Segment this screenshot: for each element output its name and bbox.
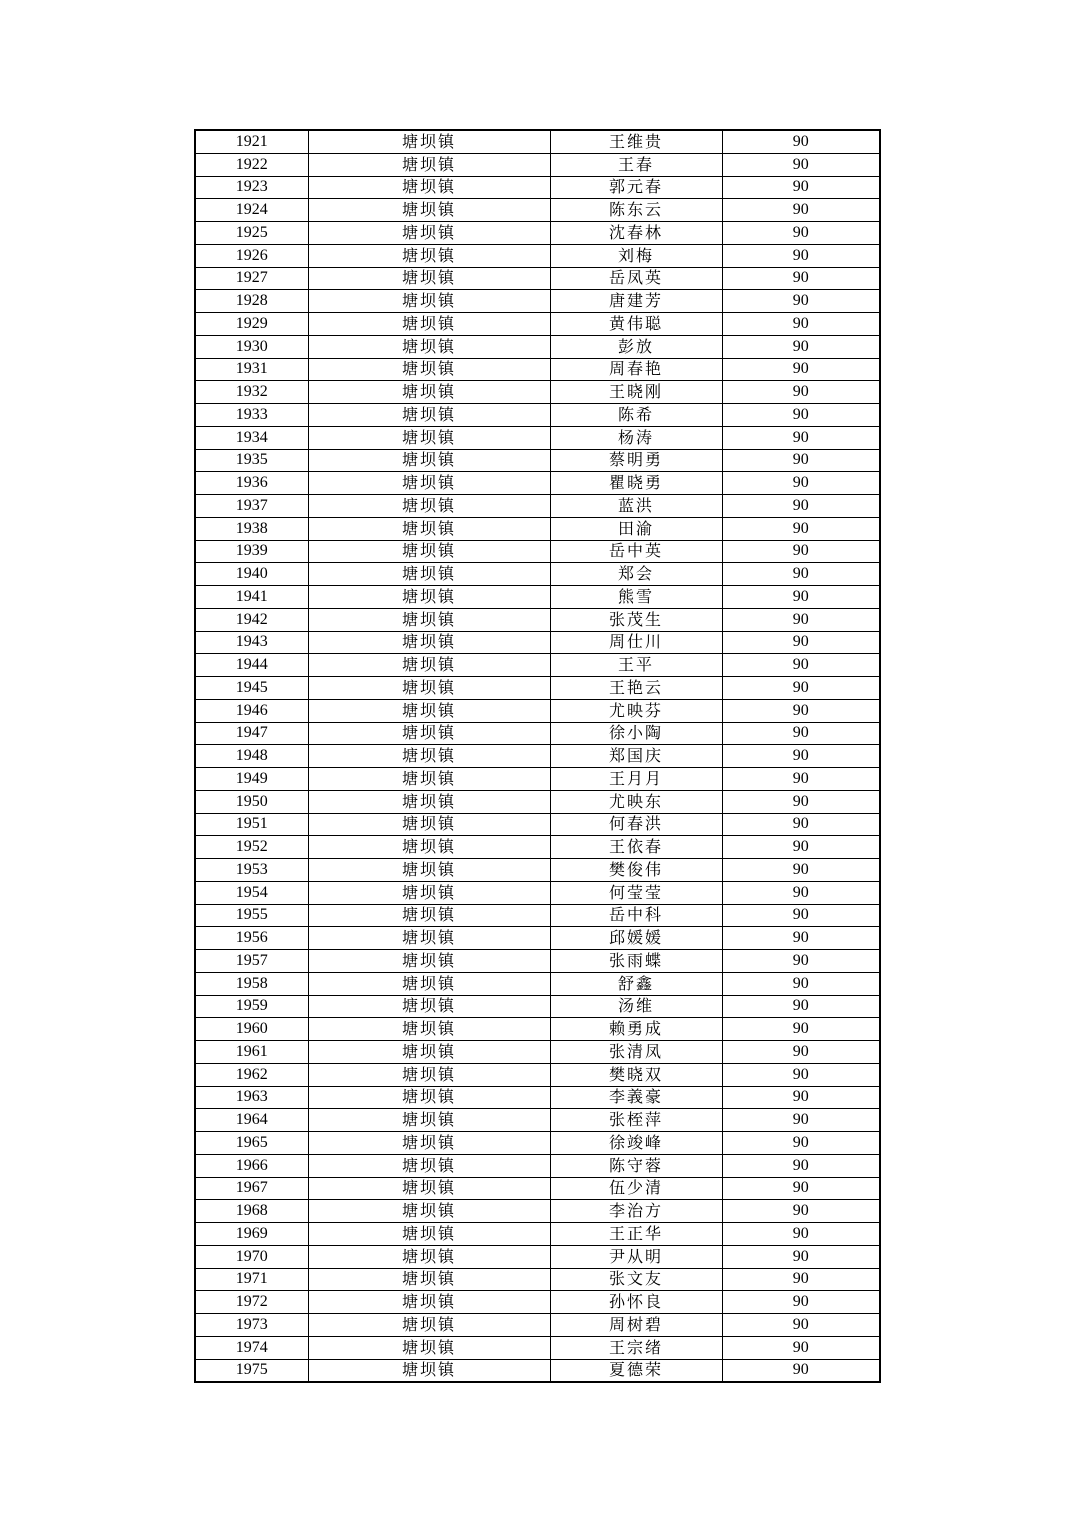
score-cell: 90 xyxy=(722,608,880,631)
score-cell: 90 xyxy=(722,995,880,1018)
person-name-cell: 何莹莹 xyxy=(550,881,722,904)
person-name-cell: 张桎萍 xyxy=(550,1109,722,1132)
score-cell: 90 xyxy=(722,631,880,654)
town-cell: 塘坝镇 xyxy=(308,1086,550,1109)
town-cell: 塘坝镇 xyxy=(308,768,550,791)
table-row xyxy=(195,1086,880,1109)
table-row xyxy=(195,1154,880,1177)
row-number-cell: 1944 xyxy=(195,654,308,677)
town-cell: 塘坝镇 xyxy=(308,563,550,586)
town-cell: 塘坝镇 xyxy=(308,972,550,995)
table-row xyxy=(195,1245,880,1268)
score-cell: 90 xyxy=(722,768,880,791)
table-row xyxy=(195,1132,880,1155)
town-cell: 塘坝镇 xyxy=(308,722,550,745)
score-cell: 90 xyxy=(722,1109,880,1132)
score-cell: 90 xyxy=(722,1291,880,1314)
person-name-cell: 王维贵 xyxy=(550,130,722,153)
table-row xyxy=(195,813,880,836)
table-row xyxy=(195,1223,880,1246)
table-row xyxy=(195,426,880,449)
person-name-cell: 陈希 xyxy=(550,404,722,427)
person-name-cell: 夏德荣 xyxy=(550,1359,722,1382)
row-number-cell: 1941 xyxy=(195,586,308,609)
row-number-cell: 1925 xyxy=(195,222,308,245)
score-cell: 90 xyxy=(722,904,880,927)
row-number-cell: 1923 xyxy=(195,176,308,199)
person-name-cell: 瞿晓勇 xyxy=(550,472,722,495)
table-row xyxy=(195,449,880,472)
row-number-cell: 1968 xyxy=(195,1200,308,1223)
town-cell: 塘坝镇 xyxy=(308,608,550,631)
town-cell: 塘坝镇 xyxy=(308,426,550,449)
score-cell: 90 xyxy=(722,699,880,722)
score-cell: 90 xyxy=(722,563,880,586)
person-name-cell: 周春艳 xyxy=(550,358,722,381)
score-cell: 90 xyxy=(722,517,880,540)
score-cell: 90 xyxy=(722,1177,880,1200)
score-cell: 90 xyxy=(722,1268,880,1291)
person-name-cell: 彭放 xyxy=(550,335,722,358)
town-cell: 塘坝镇 xyxy=(308,290,550,313)
score-cell: 90 xyxy=(722,130,880,153)
score-cell: 90 xyxy=(722,1086,880,1109)
row-number-cell: 1969 xyxy=(195,1223,308,1246)
person-name-cell: 唐建芳 xyxy=(550,290,722,313)
person-name-cell: 张文友 xyxy=(550,1268,722,1291)
person-name-cell: 郑国庆 xyxy=(550,745,722,768)
row-number-cell: 1934 xyxy=(195,426,308,449)
row-number-cell: 1939 xyxy=(195,540,308,563)
score-cell: 90 xyxy=(722,335,880,358)
person-name-cell: 岳中科 xyxy=(550,904,722,927)
score-cell: 90 xyxy=(722,1200,880,1223)
person-name-cell: 沈春林 xyxy=(550,222,722,245)
score-cell: 90 xyxy=(722,1018,880,1041)
row-number-cell: 1950 xyxy=(195,790,308,813)
score-cell: 90 xyxy=(722,381,880,404)
row-number-cell: 1927 xyxy=(195,267,308,290)
row-number-cell: 1937 xyxy=(195,495,308,518)
person-name-cell: 尹从明 xyxy=(550,1245,722,1268)
score-cell: 90 xyxy=(722,176,880,199)
town-cell: 塘坝镇 xyxy=(308,472,550,495)
person-name-cell: 黄伟聪 xyxy=(550,313,722,336)
score-cell: 90 xyxy=(722,267,880,290)
row-number-cell: 1932 xyxy=(195,381,308,404)
town-cell: 塘坝镇 xyxy=(308,244,550,267)
town-cell: 塘坝镇 xyxy=(308,1041,550,1064)
person-name-cell: 尤映东 xyxy=(550,790,722,813)
town-cell: 塘坝镇 xyxy=(308,1314,550,1337)
row-number-cell: 1942 xyxy=(195,608,308,631)
table-row xyxy=(195,244,880,267)
row-number-cell: 1938 xyxy=(195,517,308,540)
table-row xyxy=(195,199,880,222)
table-row xyxy=(195,881,880,904)
roster-table xyxy=(194,129,881,1383)
person-name-cell: 王正华 xyxy=(550,1223,722,1246)
person-name-cell: 何春洪 xyxy=(550,813,722,836)
person-name-cell: 李治方 xyxy=(550,1200,722,1223)
town-cell: 塘坝镇 xyxy=(308,699,550,722)
score-cell: 90 xyxy=(722,677,880,700)
table-row xyxy=(195,608,880,631)
table-row xyxy=(195,859,880,882)
score-cell: 90 xyxy=(722,495,880,518)
table-row xyxy=(195,1359,880,1382)
row-number-cell: 1929 xyxy=(195,313,308,336)
row-number-cell: 1974 xyxy=(195,1336,308,1359)
score-cell: 90 xyxy=(722,745,880,768)
person-name-cell: 李義豪 xyxy=(550,1086,722,1109)
town-cell: 塘坝镇 xyxy=(308,1336,550,1359)
person-name-cell: 周树碧 xyxy=(550,1314,722,1337)
score-cell: 90 xyxy=(722,290,880,313)
table-row xyxy=(195,1291,880,1314)
town-cell: 塘坝镇 xyxy=(308,654,550,677)
table-row xyxy=(195,472,880,495)
town-cell: 塘坝镇 xyxy=(308,881,550,904)
table-row xyxy=(195,222,880,245)
town-cell: 塘坝镇 xyxy=(308,1245,550,1268)
row-number-cell: 1943 xyxy=(195,631,308,654)
score-cell: 90 xyxy=(722,586,880,609)
town-cell: 塘坝镇 xyxy=(308,267,550,290)
town-cell: 塘坝镇 xyxy=(308,517,550,540)
table-row xyxy=(195,631,880,654)
town-cell: 塘坝镇 xyxy=(308,950,550,973)
person-name-cell: 郑会 xyxy=(550,563,722,586)
person-name-cell: 周仕川 xyxy=(550,631,722,654)
table-row xyxy=(195,1041,880,1064)
score-cell: 90 xyxy=(722,222,880,245)
row-number-cell: 1961 xyxy=(195,1041,308,1064)
row-number-cell: 1947 xyxy=(195,722,308,745)
score-cell: 90 xyxy=(722,1314,880,1337)
table-row xyxy=(195,972,880,995)
row-number-cell: 1957 xyxy=(195,950,308,973)
town-cell: 塘坝镇 xyxy=(308,1109,550,1132)
town-cell: 塘坝镇 xyxy=(308,335,550,358)
person-name-cell: 张清凤 xyxy=(550,1041,722,1064)
person-name-cell: 刘梅 xyxy=(550,244,722,267)
score-cell: 90 xyxy=(722,813,880,836)
person-name-cell: 岳凤英 xyxy=(550,267,722,290)
table-row xyxy=(195,495,880,518)
score-cell: 90 xyxy=(722,1359,880,1382)
row-number-cell: 1926 xyxy=(195,244,308,267)
row-number-cell: 1921 xyxy=(195,130,308,153)
table-row xyxy=(195,790,880,813)
row-number-cell: 1972 xyxy=(195,1291,308,1314)
person-name-cell: 徐小陶 xyxy=(550,722,722,745)
score-cell: 90 xyxy=(722,1041,880,1064)
person-name-cell: 尤映芬 xyxy=(550,699,722,722)
town-cell: 塘坝镇 xyxy=(308,176,550,199)
town-cell: 塘坝镇 xyxy=(308,631,550,654)
row-number-cell: 1936 xyxy=(195,472,308,495)
table-row xyxy=(195,563,880,586)
person-name-cell: 邱媛媛 xyxy=(550,927,722,950)
town-cell: 塘坝镇 xyxy=(308,153,550,176)
row-number-cell: 1965 xyxy=(195,1132,308,1155)
row-number-cell: 1949 xyxy=(195,768,308,791)
score-cell: 90 xyxy=(722,358,880,381)
town-cell: 塘坝镇 xyxy=(308,1359,550,1382)
town-cell: 塘坝镇 xyxy=(308,904,550,927)
table-row xyxy=(195,768,880,791)
table-row xyxy=(195,677,880,700)
person-name-cell: 汤维 xyxy=(550,995,722,1018)
score-cell: 90 xyxy=(722,1132,880,1155)
row-number-cell: 1935 xyxy=(195,449,308,472)
row-number-cell: 1928 xyxy=(195,290,308,313)
score-cell: 90 xyxy=(722,972,880,995)
town-cell: 塘坝镇 xyxy=(308,199,550,222)
person-name-cell: 王宗绪 xyxy=(550,1336,722,1359)
town-cell: 塘坝镇 xyxy=(308,1132,550,1155)
town-cell: 塘坝镇 xyxy=(308,358,550,381)
town-cell: 塘坝镇 xyxy=(308,313,550,336)
row-number-cell: 1956 xyxy=(195,927,308,950)
table-row xyxy=(195,517,880,540)
row-number-cell: 1946 xyxy=(195,699,308,722)
table-row xyxy=(195,290,880,313)
town-cell: 塘坝镇 xyxy=(308,1018,550,1041)
town-cell: 塘坝镇 xyxy=(308,1063,550,1086)
table-row xyxy=(195,540,880,563)
person-name-cell: 熊雪 xyxy=(550,586,722,609)
row-number-cell: 1922 xyxy=(195,153,308,176)
person-name-cell: 杨涛 xyxy=(550,426,722,449)
table-row xyxy=(195,836,880,859)
score-cell: 90 xyxy=(722,1154,880,1177)
row-number-cell: 1962 xyxy=(195,1063,308,1086)
table-row xyxy=(195,404,880,427)
score-cell: 90 xyxy=(722,859,880,882)
table-row xyxy=(195,722,880,745)
person-name-cell: 蓝洪 xyxy=(550,495,722,518)
person-name-cell: 樊俊伟 xyxy=(550,859,722,882)
person-name-cell: 王月月 xyxy=(550,768,722,791)
row-number-cell: 1924 xyxy=(195,199,308,222)
row-number-cell: 1930 xyxy=(195,335,308,358)
person-name-cell: 陈东云 xyxy=(550,199,722,222)
score-cell: 90 xyxy=(722,722,880,745)
table-row xyxy=(195,1336,880,1359)
score-cell: 90 xyxy=(722,654,880,677)
town-cell: 塘坝镇 xyxy=(308,677,550,700)
table-row xyxy=(195,335,880,358)
row-number-cell: 1952 xyxy=(195,836,308,859)
row-number-cell: 1971 xyxy=(195,1268,308,1291)
person-name-cell: 陈守蓉 xyxy=(550,1154,722,1177)
town-cell: 塘坝镇 xyxy=(308,1154,550,1177)
row-number-cell: 1970 xyxy=(195,1245,308,1268)
person-name-cell: 孙怀良 xyxy=(550,1291,722,1314)
score-cell: 90 xyxy=(722,1245,880,1268)
person-name-cell: 樊晓双 xyxy=(550,1063,722,1086)
person-name-cell: 王平 xyxy=(550,654,722,677)
score-cell: 90 xyxy=(722,472,880,495)
town-cell: 塘坝镇 xyxy=(308,404,550,427)
row-number-cell: 1945 xyxy=(195,677,308,700)
table-row xyxy=(195,313,880,336)
town-cell: 塘坝镇 xyxy=(308,130,550,153)
score-cell: 90 xyxy=(722,153,880,176)
person-name-cell: 徐竣峰 xyxy=(550,1132,722,1155)
row-number-cell: 1958 xyxy=(195,972,308,995)
person-name-cell: 郭元春 xyxy=(550,176,722,199)
person-name-cell: 岳中英 xyxy=(550,540,722,563)
town-cell: 塘坝镇 xyxy=(308,449,550,472)
row-number-cell: 1964 xyxy=(195,1109,308,1132)
score-cell: 90 xyxy=(722,404,880,427)
row-number-cell: 1940 xyxy=(195,563,308,586)
person-name-cell: 伍少清 xyxy=(550,1177,722,1200)
row-number-cell: 1963 xyxy=(195,1086,308,1109)
row-number-cell: 1954 xyxy=(195,881,308,904)
town-cell: 塘坝镇 xyxy=(308,836,550,859)
person-name-cell: 王依春 xyxy=(550,836,722,859)
row-number-cell: 1973 xyxy=(195,1314,308,1337)
person-name-cell: 蔡明勇 xyxy=(550,449,722,472)
row-number-cell: 1966 xyxy=(195,1154,308,1177)
table-row xyxy=(195,745,880,768)
score-cell: 90 xyxy=(722,426,880,449)
table-row xyxy=(195,1200,880,1223)
table-row xyxy=(195,995,880,1018)
table-row xyxy=(195,927,880,950)
table-row xyxy=(195,1018,880,1041)
row-number-cell: 1948 xyxy=(195,745,308,768)
table-row xyxy=(195,950,880,973)
town-cell: 塘坝镇 xyxy=(308,745,550,768)
score-cell: 90 xyxy=(722,244,880,267)
town-cell: 塘坝镇 xyxy=(308,859,550,882)
table-row xyxy=(195,1177,880,1200)
table-row xyxy=(195,1109,880,1132)
score-cell: 90 xyxy=(722,836,880,859)
table-row xyxy=(195,699,880,722)
table-row xyxy=(195,1314,880,1337)
town-cell: 塘坝镇 xyxy=(308,995,550,1018)
town-cell: 塘坝镇 xyxy=(308,586,550,609)
row-number-cell: 1960 xyxy=(195,1018,308,1041)
person-name-cell: 张雨蝶 xyxy=(550,950,722,973)
score-cell: 90 xyxy=(722,1063,880,1086)
table-row xyxy=(195,267,880,290)
row-number-cell: 1967 xyxy=(195,1177,308,1200)
score-cell: 90 xyxy=(722,1223,880,1246)
town-cell: 塘坝镇 xyxy=(308,1291,550,1314)
person-name-cell: 赖勇成 xyxy=(550,1018,722,1041)
row-number-cell: 1933 xyxy=(195,404,308,427)
town-cell: 塘坝镇 xyxy=(308,1200,550,1223)
score-cell: 90 xyxy=(722,540,880,563)
table-row xyxy=(195,176,880,199)
table-row xyxy=(195,381,880,404)
town-cell: 塘坝镇 xyxy=(308,1223,550,1246)
score-cell: 90 xyxy=(722,950,880,973)
row-number-cell: 1955 xyxy=(195,904,308,927)
town-cell: 塘坝镇 xyxy=(308,790,550,813)
table-row xyxy=(195,654,880,677)
town-cell: 塘坝镇 xyxy=(308,813,550,836)
person-name-cell: 田渝 xyxy=(550,517,722,540)
town-cell: 塘坝镇 xyxy=(308,1268,550,1291)
person-name-cell: 王艳云 xyxy=(550,677,722,700)
person-name-cell: 舒鑫 xyxy=(550,972,722,995)
table-row xyxy=(195,358,880,381)
row-number-cell: 1959 xyxy=(195,995,308,1018)
score-cell: 90 xyxy=(722,1336,880,1359)
score-cell: 90 xyxy=(722,449,880,472)
score-cell: 90 xyxy=(722,927,880,950)
town-cell: 塘坝镇 xyxy=(308,1177,550,1200)
score-cell: 90 xyxy=(722,881,880,904)
roster-table-body xyxy=(195,130,880,1382)
score-cell: 90 xyxy=(722,313,880,336)
score-cell: 90 xyxy=(722,790,880,813)
town-cell: 塘坝镇 xyxy=(308,495,550,518)
table-row xyxy=(195,153,880,176)
row-number-cell: 1975 xyxy=(195,1359,308,1382)
table-row xyxy=(195,586,880,609)
table-row xyxy=(195,1268,880,1291)
person-name-cell: 王春 xyxy=(550,153,722,176)
town-cell: 塘坝镇 xyxy=(308,381,550,404)
row-number-cell: 1951 xyxy=(195,813,308,836)
person-name-cell: 王晓刚 xyxy=(550,381,722,404)
row-number-cell: 1931 xyxy=(195,358,308,381)
person-name-cell: 张茂生 xyxy=(550,608,722,631)
town-cell: 塘坝镇 xyxy=(308,540,550,563)
town-cell: 塘坝镇 xyxy=(308,222,550,245)
table-row xyxy=(195,130,880,153)
score-cell: 90 xyxy=(722,199,880,222)
town-cell: 塘坝镇 xyxy=(308,927,550,950)
row-number-cell: 1953 xyxy=(195,859,308,882)
table-row xyxy=(195,1063,880,1086)
table-row xyxy=(195,904,880,927)
